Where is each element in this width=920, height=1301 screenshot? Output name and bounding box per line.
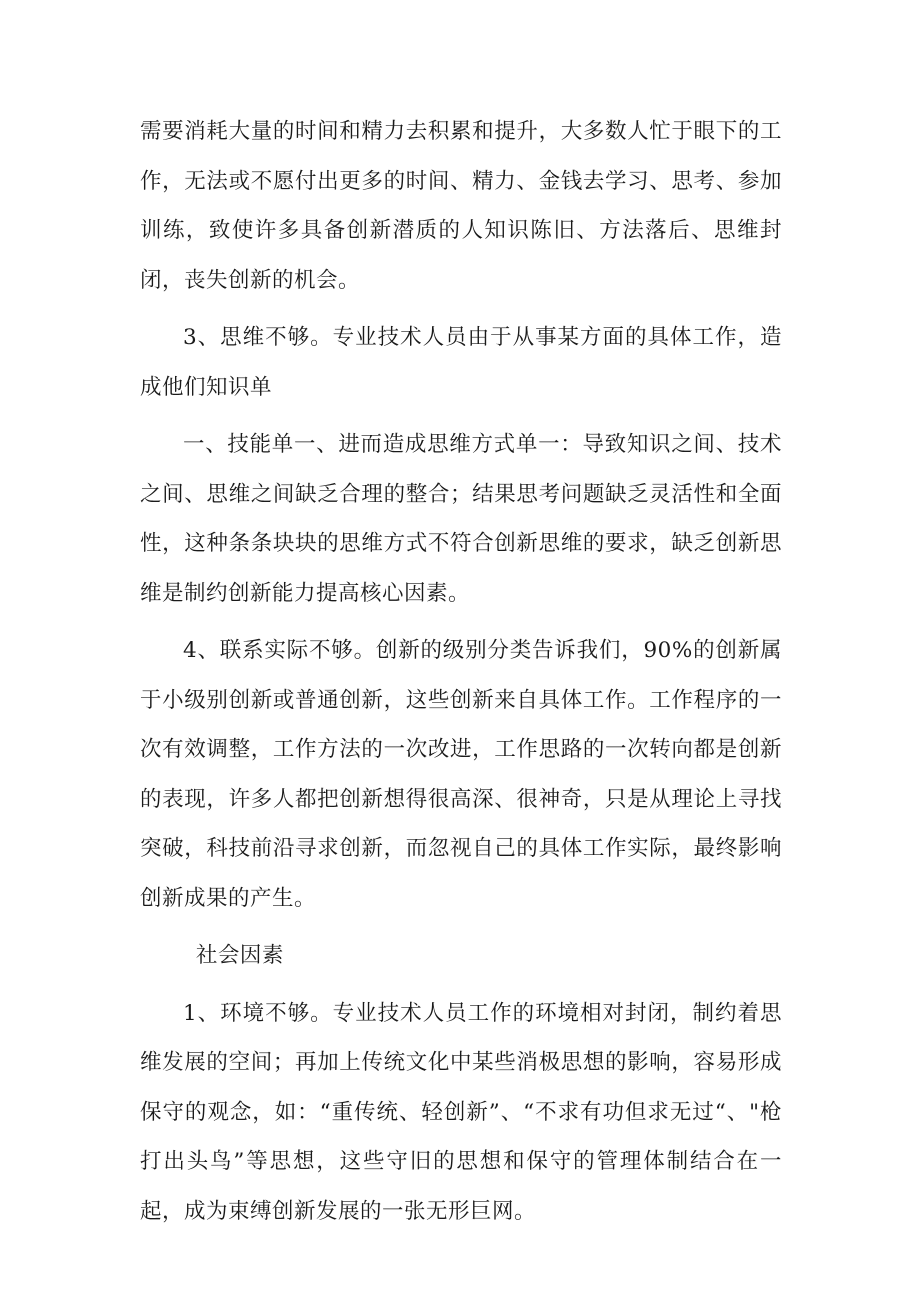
paragraph-thinking-insufficient: 3、思维不够。专业技术人员由于从事某方面的具体工作，造成他们知识单 (140, 325, 782, 400)
document-page (140, 107, 782, 1236)
paragraph-practice-insufficient: 4、联系实际不够。创新的级别分类告诉我们，90%的创新属于小级别创新或普通创新，这些创新来自具体工作。工作程序的一次有效调整，工作方法的一次改进，工作思路的一次转向都是创新的表现，许多人都把创新想得很高深、很神奇，只是从理论上寻找突破，科技前沿寻求创新，而忽视自己的具体工作实际，最终影响创新成果的产生。 (140, 638, 782, 911)
paragraph-continuation: 需要消耗大量的时间和精力去积累和提升，大多数人忙于眼下的工作，无法或不愿付出更多的时间、精力、金钱去学习、思考、参加训练，致使许多具备创新潜质的人知识陈旧、方法落后、思维封闭，丧失创新的机会。 (140, 119, 782, 293)
paragraph-environment-insufficient: 1、环境不够。专业技术人员工作的环境相对封闭，制约着思维发展的空间；再加上传统文化中某些消极思想的影响，容易形成保守的观念，如：“重传统、轻创新”、“不求有功但求无过“、"枪打出头鸟”等思想，这些守旧的思想和保守的管理体制结合在一起，成为束缚创新发展的一张无形巨网。 (140, 1000, 782, 1224)
section-heading-social-factors: 社会因素 (195, 943, 284, 968)
paragraph-single-skill: 一、技能单一、进而造成思维方式单一：导致知识之间、技术之间、思维之间缺乏合理的整合；结果思考问题缺乏灵活性和全面性，这种条条块块的思维方式不符合创新思维的要求，缺乏创新思维是制约创新能力提高核心因素。 (140, 432, 782, 606)
